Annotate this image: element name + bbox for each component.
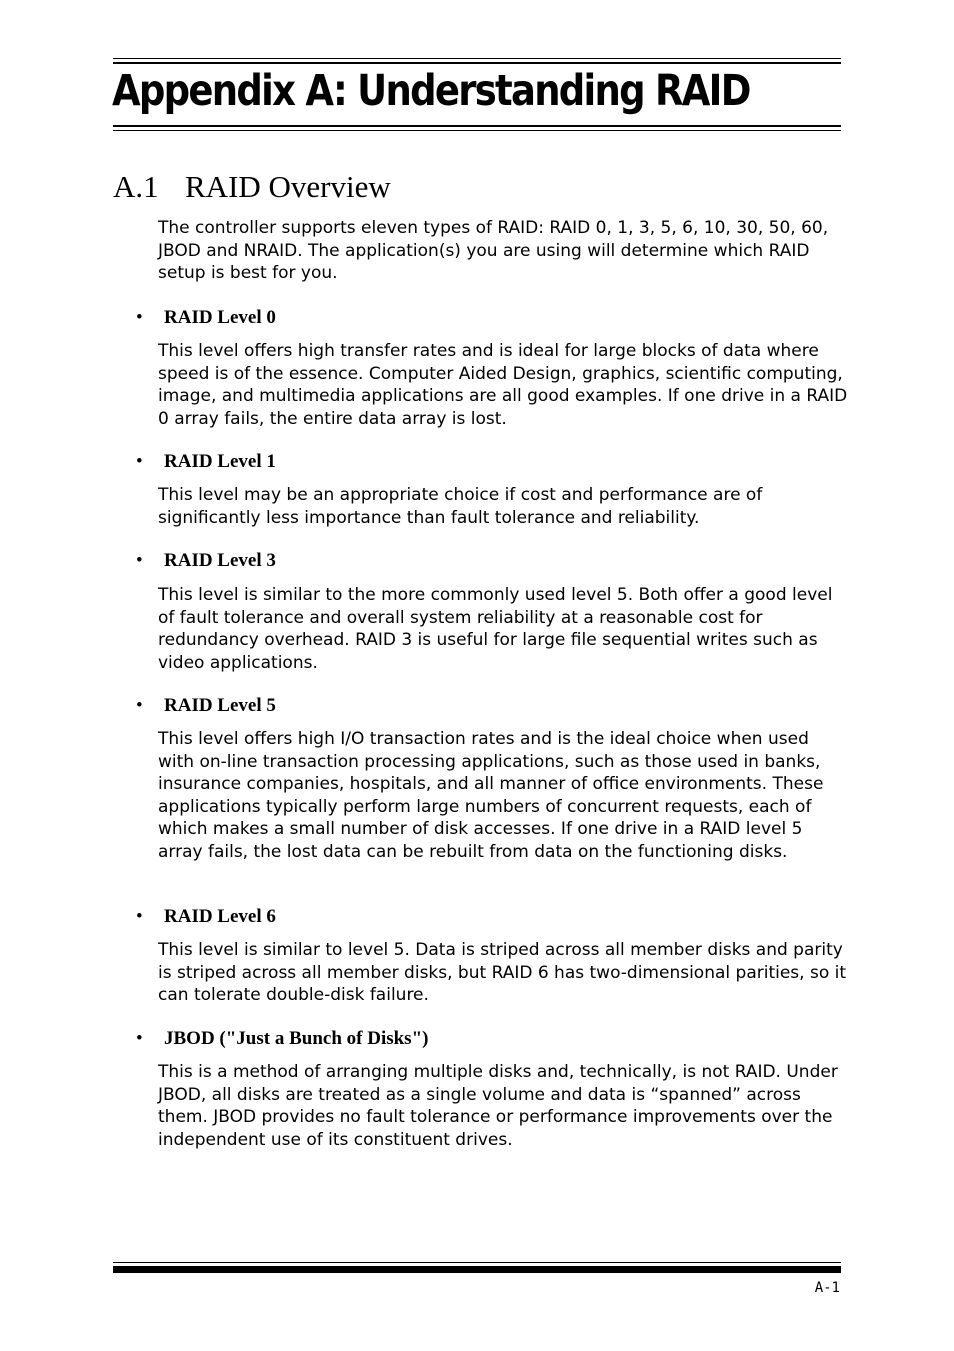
section-title: RAID Overview: [185, 169, 391, 204]
item-heading-raid-3: [136, 549, 276, 573]
item-heading-label: RAID Level 5: [164, 695, 276, 716]
item-heading-jbod: [136, 1027, 428, 1051]
item-text-jbod: This is a method of arranging multiple disks and, technically, is not RAID. Under JBOD, all disks are treated as a single volume and data is “spanned” across them. JBOD provides no fault tolerance or performance improvements over the independent use of its constituent drives.: [158, 1062, 838, 1150]
item-heading-label: RAID Level 3: [164, 550, 276, 571]
item-text-raid-0: This level offers high transfer rates and is ideal for large blocks of data where speed is of the essence. Computer Aided Design, graphics, scientific computing, image, and multimedia applications are all good examples. If one drive in a RAID 0 array fails, the entire data array is lost.: [158, 341, 848, 429]
item-text-raid-5: This level offers high I/O transaction rates and is the ideal choice when used with on-line transaction processing applications, such as those used in banks, insurance companies, hospitals, and all manner of office environments. These applications typically perform large numbers of concurrent requests, each of which makes a small number of disk accesses. If one drive in a RAID level 5 array fails, the lost data can be rebuilt from data on the functioning disks.: [158, 729, 824, 862]
section-intro: The controller supports eleven types of RAID: RAID 0, 1, 3, 5, 6, 10, 30, 50, 60, JBOD and NRAID. The application(s) you are using will determine which RAID setup is best for you.: [158, 218, 829, 283]
item-text-raid-6: This level is similar to level 5. Data is striped across all member disks and parity is striped across all member disks, but RAID 6 has two-dimensional parities, so it can tolerate double-disk failure.: [158, 940, 847, 1005]
chapter-title: Appendix A: Understanding RAID: [112, 66, 750, 116]
bullet-icon: •: [136, 906, 143, 927]
bullet-icon: •: [136, 1028, 143, 1049]
item-heading-label: RAID Level 6: [164, 906, 276, 927]
item-heading-label: JBOD ("Just a Bunch of Disks"): [164, 1028, 429, 1049]
item-heading-raid-6: [136, 905, 276, 929]
item-heading-label: RAID Level 0: [164, 307, 276, 328]
item-heading-raid-5: [136, 694, 276, 718]
footer-rule-thin: [113, 1262, 841, 1263]
item-text-raid-3: This level is similar to the more commonly used level 5. Both offer a good level of fault tolerance and overall system reliability at a reasonable cost for redundancy overhead. RAID 3 is useful for large file sequential writes such as video applications.: [158, 585, 833, 673]
section-number: A.1: [113, 169, 159, 204]
bullet-icon: •: [136, 451, 143, 472]
bullet-icon: •: [136, 307, 143, 328]
title-rule-thin: [113, 130, 841, 131]
page-number: A-1: [814, 1280, 840, 1296]
bullet-icon: •: [136, 550, 143, 571]
item-heading-raid-0: [136, 306, 276, 330]
section-heading: [113, 168, 391, 206]
bullet-icon: •: [136, 695, 143, 716]
item-heading-raid-1: [136, 450, 276, 474]
footer-rule-thick: [113, 1266, 841, 1273]
title-rule-thick: [113, 125, 841, 127]
top-rule-thin: [113, 58, 841, 59]
item-text-raid-1: This level may be an appropriate choice if cost and performance are of significantly less importance than fault tolerance and reliability.: [158, 485, 763, 528]
item-heading-label: RAID Level 1: [164, 451, 276, 472]
